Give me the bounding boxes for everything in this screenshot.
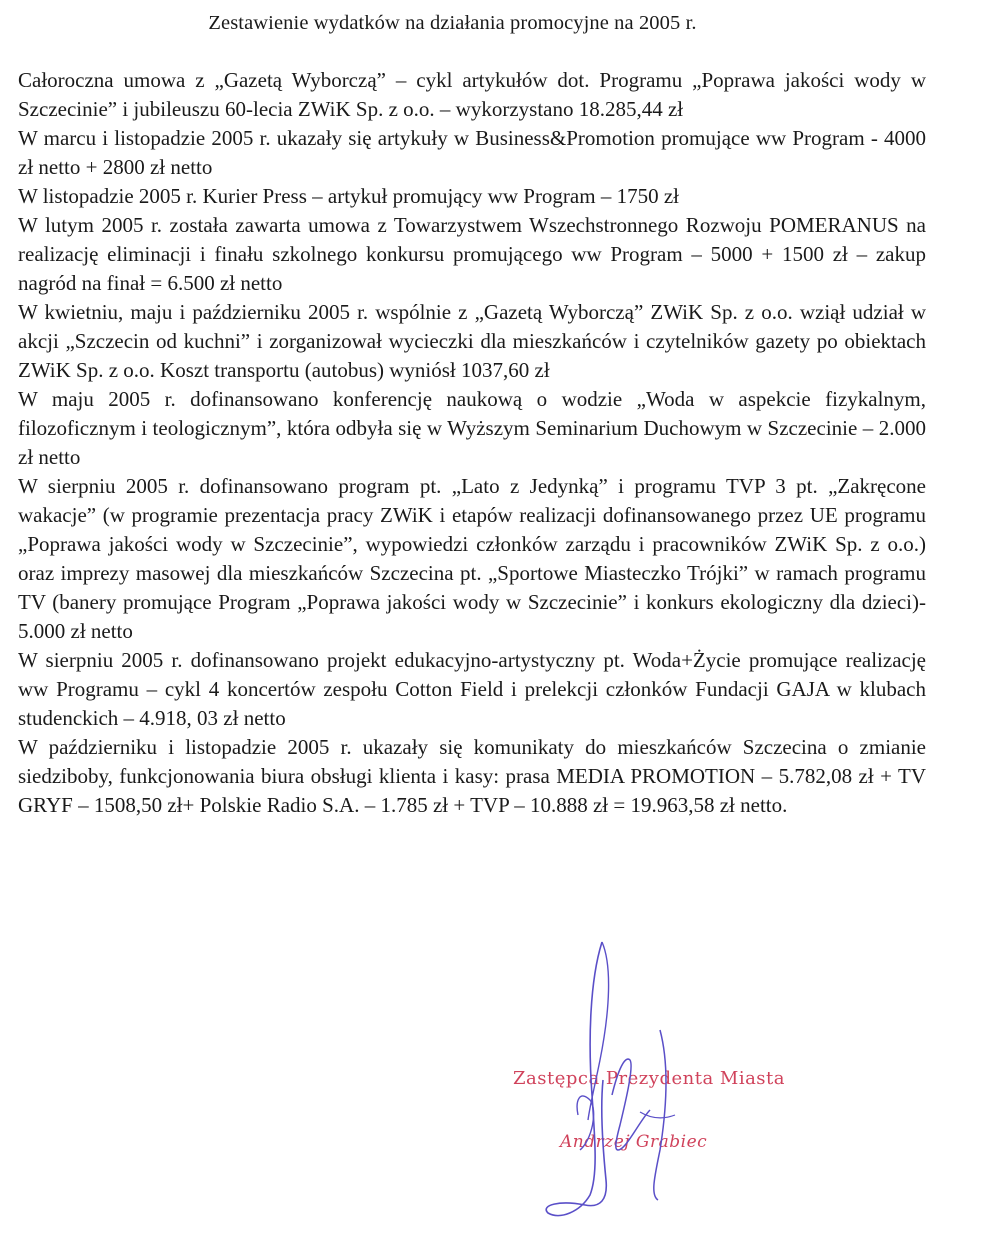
stamp-title: Zastępca Prezydenta Miasta xyxy=(513,1068,786,1089)
paragraph-szczecin-od-kuchni: W kwietniu, maju i październiku 2005 r. wspólnie z „Gazetą Wyborczą” ZWiK Sp. z o.o. wziął udział w akcji „Szczecin od kuchni” i zorganizował wycieczki dla mieszkańców i czytelników gazety po obiektach ZWiK Sp. z o.o. Koszt transportu (autobus) wyniósł 1037,60 zł xyxy=(18,300,926,382)
page-title: Zestawienie wydatków na działania promocyjne na 2005 r. xyxy=(208,12,697,34)
document-body xyxy=(18,66,926,820)
paragraph-business-promotion: W marcu i listopadzie 2005 r. ukazały się artykuły w Business&Promotion promujące ww Program - 4000 zł netto + 2800 zł netto xyxy=(18,126,926,179)
paragraph-kurier-press: W listopadzie 2005 r. Kurier Press – artykuł promujący ww Program – 1750 zł xyxy=(18,184,679,208)
paragraph-communications: W październiku i listopadzie 2005 r. ukazały się komunikaty do mieszkańców Szczecina o zmianie siedziboby, funkcjonowania biura obsługi klienta i kasy: prasa MEDIA PROMOTION – 5.782,08 zł + TV GRYF – 1508,50 zł+ Polskie Radio S.A. – 1.785 zł + TVP – 10.888 zł = 19.963,58 zł netto. xyxy=(18,735,926,817)
paragraph-gazeta-wyborcza: Całoroczna umowa z „Gazetą Wyborczą” – cykl artykułów dot. Programu „Poprawa jakości wody w Szczecinie” i jubileuszu 60-lecia ZWiK Sp. z o.o. – wykorzystano 18.285,44 zł xyxy=(18,68,926,121)
stamp-name: Andrzej Grabiec xyxy=(560,1132,708,1152)
paragraph-pomeranus: W lutym 2005 r. została zawarta umowa z Towarzystwem Wszechstronnego Rozwoju POMERANUS na realizację eliminacji i finału szkolnego konkursu promującego ww Program – 5000 + 1500 zł – zakup nagród na finał = 6.500 zł netto xyxy=(18,213,926,295)
paragraph-conference: W maju 2005 r. dofinansowano konferencję naukową o wodzie „Woda w aspekcie fizykalnym, filozoficznym i teologicznym”, która odbyła się w Wyższym Seminarium Duchowym w Szczecinie – 2.000 zł netto xyxy=(18,387,926,469)
paragraph-tv-programs: W sierpniu 2005 r. dofinansowano program pt. „Lato z Jedynką” i programu TVP 3 pt. „Zakręcone wakacje” (w programie prezentacja pracy ZWiK i etapów realizacji dofinansowanego przez UE programu „Poprawa jakości wody w Szczecinie”, wypowiedzi członków zarządu i pracowników ZWiK Sp. z o.o.) oraz imprezy masowej dla mieszkańców Szczecina pt. „Sportowe Miasteczko Trójki” w ramach programu TV (banery promujące Program „Poprawa jakości wody w Szczecinie” i konkurs ekologiczny dla dzieci)- 5.000 zł netto xyxy=(18,474,926,643)
paragraph-woda-zycie: W sierpniu 2005 r. dofinansowano projekt edukacyjno-artystyczny pt. Woda+Życie promujące realizację ww Programu – cykl 4 koncertów zespołu Cotton Field i prelekcji członków Fundacji GAJA w klubach studenckich – 4.918, 03 zł netto xyxy=(18,648,926,730)
